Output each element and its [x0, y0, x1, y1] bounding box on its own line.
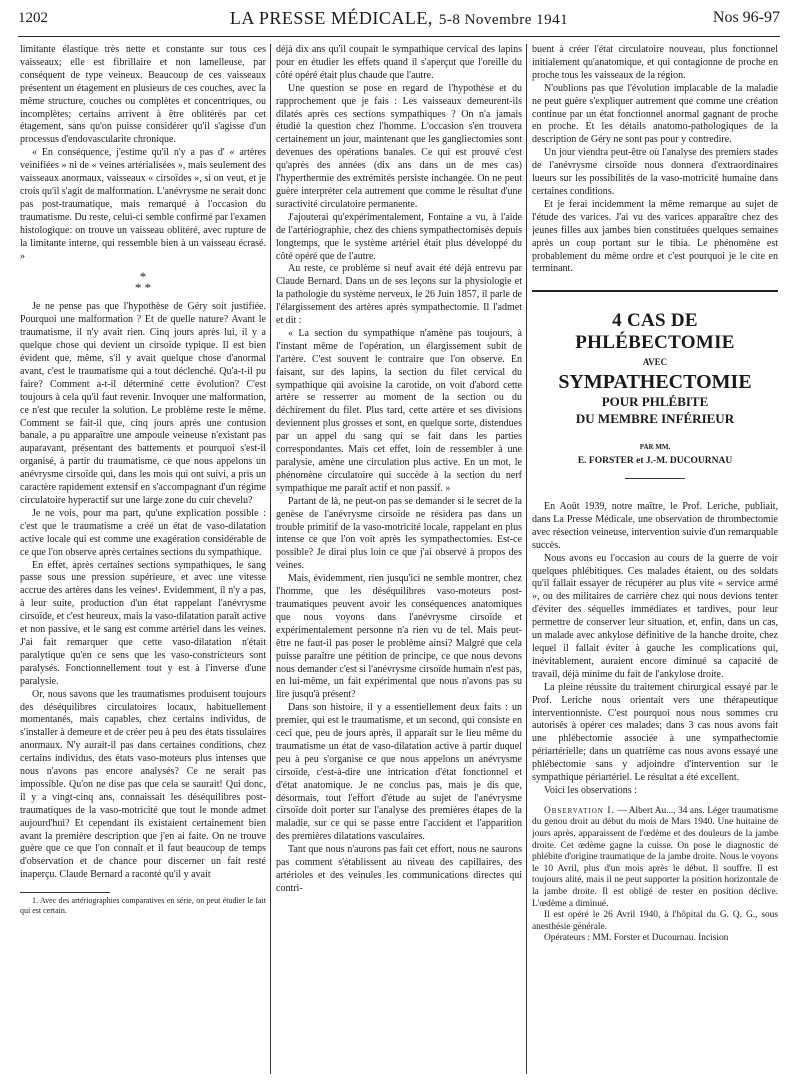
- observation-paragraph: Il est opéré le 26 Avril 1940, à l'hôpital du G. Q. G., sous anesthésie générale.: [532, 910, 778, 932]
- footnote-rule: [20, 892, 110, 893]
- article-subtitle: POUR PHLÉBITE: [601, 394, 709, 410]
- quote-paragraph: « En conséquence, j'estime qu'il n'y a pas d' « artères veinifiées » ni de « veines artérialisées », mais seulement des vaisseaux anormaux, vaisseaux « cirsoïdes », si on veut, et je crois qu'il s'agit de malformation. L'anévrysme ne serait donc pas post-traumatique, mais remarqué à l'occasion du traumatisme. Du reste, celui-ci semble confirmé par l'examen histologique: on trouve un vaisseau oblitéré, avec rupture de la limitante interne, qui ressemble bien à un vaisseau écrasé. »: [20, 147, 266, 262]
- paragraph: buent à créer l'état circulatoire nouveau, plus fonctionnel initialement qu'anatomique, et qui contagionne de proche en proche tous les vaisseaux de la région.: [532, 44, 778, 81]
- issue-number: Nos 96-97: [712, 9, 780, 26]
- observation-text: — Albert Au..., 34 ans. Léger traumatisme du genou droit au début du mois de Mars 1940. Une huitaine de jours après, apparaissent de l'œdème et des douleurs de la jambe droite. Cet œdème gagne la cuisse. On pose le diagnostic de phlébite d'origine traumatique de la jambe droite. Nous le voyons le 10 Avril, plus d'un mois après le début. Il souffre. Il est toujours alité, mais il ne peut supporter la position horizontale de la jambe droite. Il est obligé de rester en position déclive. L'œdème a diminué.: [532, 805, 778, 909]
- byline-rule: [625, 478, 685, 479]
- paragraph: Mais, évidemment, rien jusqu'ici ne semble montrer, chez l'homme, que les déséquilibres vaso-moteurs post-traumatiques peuvent avoir les conséquences anatomiques que nous voyons dans l'anévrysme cirsoïde et expérimentalement personne n'a rien vu de tel. Mais peut-être ne faut-il pas poser le problème ainsi? Malgré que cela puisse paraître une pétition de principe, ce que nous devons nous demander c'est si l'anévrysme cirsoïde humain n'est pas, en lui-même, un fait expérimental que nous n'avons pas su lire jusqu'à présent?: [276, 573, 522, 701]
- journal-title: [18, 8, 780, 29]
- paragraph: Un jour viendra peut-être où l'analyse des premiers stades de l'anévrysme cirsoïde nous donnera d'extraordinaires lueurs sur les possibilités de la vaso-motricité humaine dans certaines conditions.: [532, 147, 778, 197]
- article-separator: [532, 290, 778, 292]
- paragraph: limitante élastique très nette et constante sur tous ces vaisseaux; elle est fibrillaire et non lamelleuse, par conséquent de type veineux. Beaucoup de ces vaisseaux présentent un étagement en plusieurs de ces couches, avec la même structure, couches ou complètes et concentriques, ou incomplètes; certains arrivent à être oblitérés par cet étagement, sans qu'on puisse considérer qu'il s'agisse d'un processus d'endovascularite chronique.: [20, 44, 266, 146]
- column-1: [20, 44, 266, 1074]
- paragraph: Et je ferai incidemment la même remarque au sujet de l'étude des varices. J'ai vu des varices apparaître chez des jeunes filles aux jambes bien constituées quelques semaines après un coup portant sur le tibia. Le phénomène est probablement du même ordre et c'est pourquoi je le cite en terminant.: [532, 198, 778, 275]
- paragraph: Voici les observations :: [544, 784, 637, 796]
- page-header: [18, 8, 780, 37]
- byline-prefix: PAR MM.: [639, 443, 671, 452]
- page-number: 1202: [18, 10, 48, 26]
- article-title-connector: AVEC: [642, 357, 668, 368]
- article-title-line-2: SYMPATHECTOMIE: [558, 371, 752, 394]
- paragraph: Je ne pense pas que l'hypothèse de Géry soit justifiée. Pourquoi une malformation ? Et de quelle nature? Avant le traumatisme, il n'y avait rien. Cinq jours après lui, il y a quelque chose qui devient un cirsoïde typique. Il est bien évident que, même, s'il y avait quelque chose d'anormal avant, c'est le traumatisme qui a tout déclenché. Qu'a-t-il pu faire? Comment a-t-il déterminé cette évolution? C'est toujours à cela qu'il faut revenir. Invoquer une malformation, ce n'est que reculer la solution. Le problème reste le même. Comment se fait-il que, cinq jours après une contusion banale, a pu apparaître une ampoule veineuse n'existant pas auparavant, présentant des battements et pourquoi s'est-il organisé, à partir du traumatisme, ce que nous appelons un anévrysme cirsoïde qui, dans les mois qui ont suivi, a pris un caractère rapidement extensif en s'accompagnant d'un régime circulatoire hyperactif sur une large zone du cuir chevelu?: [20, 301, 266, 506]
- paragraph: Je ne vois, pour ma part, qu'une explication possible : c'est que le traumatisme a créé un état de vaso-dilatation active locale qui est comme une exagération considérable de ce que l'on observe après certaines sections du sympathique.: [20, 507, 266, 558]
- paragraph: N'oublions pas que l'évolution implacable de la maladie ne peut guère s'expliquer autrement que comme une création continue par un état fonctionnel anormal gagnant de proche en proche. Et les détails anatomo-pathologiques de la description de Géry ne sont pas pour y contredire.: [532, 82, 778, 146]
- journal-name: LA PRESSE MÉDICALE,: [229, 8, 433, 28]
- paragraph: Dans son histoire, il y a essentiellement deux faits : un premier, qui est le traumatisme, et un second, qui consiste en ceci que, peu de jours après, il apparaît sur le lieu même du traumatisme un état de vaso-dilatation active à partir duquel peu à peu s'organise ce que nous appelons un anévrysme cirsoïde, c'est-à-dire une intrication d'état fonctionnel et d'état anatomique. Je ne conclus pas, mais je dis que, désormais, tout l'effort d'étude au sujet de l'anévrysme cirsoïde doit porter sur l'analyse des premières étapes de la maladie, sur ce qui se passe entre l'accident et l'apparition des premières dilatations vasculaires.: [276, 702, 522, 843]
- column-3: [532, 44, 778, 1074]
- paragraph: La pleine réussite du traitement chirurgical essayé par le Prof. Leriche nous orientait vers une thérapeutique interventionniste. C'est pourquoi nous nous sommes cru autorisés à opérer ces malades; dans 3 cas nous avons fait une phlébectomie associée à une sympathectomie périartérielle; dans un quatrième cas nous avons essayé une phlébectomie sans y adjoindre d'intervention sur le sympathique périartériel. Le résultat a été excellent.: [532, 681, 778, 784]
- quote-paragraph: « La section du sympathique n'amène pas toujours, à l'instant même de l'opération, un élargissement subit de l'artère. C'est souvent le contraire que l'on observe. En faisant, sur des lapins, la section du filet cervical du sympathique qui avoisine la carotide, on voit d'abord cette artère se resserrer au moment de la section ou du déchirement du filet. Plus tard, cette artère et ses divisions deviennent plus grosses et sont, en quelque sorte, distendues par un appel du sang qui se fait dans les parties correspondantes. Mais cet effet, loin de ressembler à une paralysie, amène une circulation plus active. En un mot, le phénomène circulatoire qui succède à la section du nerf sympathique me paraît actif et non passif. »: [276, 327, 522, 494]
- observation-label: Observation I.: [544, 805, 615, 816]
- paragraph: En effet, après certaines sections sympathiques, le sang passe sous une pression supérieure, et avec une vitesse accrue des artères dans les veines¹. Evidemment, il n'y a pas, à leur suite, production d'un état rappelant l'anévrysme cirsoïde, et c'est heureux, mais la vaso-dilatation paraît active et non passive, et le sang est comme artériel dans les veines. J'ai fait remarquer que cette vaso-dilatation n'était paralytique qu'en ce sens que les vaso-constricteurs sont paralysés. Fonctionnellement tout y est à l'inverse d'une paralysie.: [20, 559, 266, 687]
- column-divider: [526, 44, 527, 1074]
- paragraph: Une question se pose en regard de l'hypothèse et du rapprochement que je fais : Les vaisseaux demeurent-ils dilatés après ces sections sympathiques ? On n'a jamais étudié la question chez l'homme. L'occasion s'en trouvera certainement un jour, maintenant que les gangliectomies sont devenues des opérations banales. Ce qui est prouvé c'est qu'après des années (dix ans dans un de mes cas) l'hyperthermie des extrémités persiste inchangée. On ne peut guère interpréter cela autrement que comme le résultat d'une suractivité circulatoire permanente.: [276, 82, 522, 210]
- paragraph: Tant que nous n'aurons pas fait cet effort, nous ne saurons pas comment s'établissent au niveau des capillaires, des artérioles et des veinules les communications directes qui contri-: [276, 844, 522, 894]
- article-authors: E. FORSTER et J.-M. DUCOURNAU: [577, 456, 733, 467]
- article-subtitle-2: DU MEMBRE INFÉRIEUR: [575, 411, 735, 427]
- paragraph: J'ajouterai qu'expérimentalement, Fontaine a vu, à l'aide de l'artériographie, chez des chiens sympathectomisés depuis longtemps, que le système artériel était plus développé du côté opéré que de l'autre.: [276, 211, 522, 262]
- issue-date: 5-8 Novembre 1941: [438, 12, 569, 28]
- paragraph: déjà dix ans qu'il coupait le sympathique cervical des lapins pour en étudier les effets quand il s'aperçut que l'oreille du côté opéré était plus chaude que l'autre.: [276, 44, 522, 81]
- paragraph: Partant de là, ne peut-on pas se demander si le secret de la genèse de l'anévrysme cirsoïde ne résidera pas dans un trouble primitif de la vaso-motricité locale, rappelant en plus intense ce que l'on voit après les sympathectomies. Est-ce possible? Je dirai plus loin ce que j'ai observé à propos des veines.: [276, 495, 522, 572]
- paragraph: En Août 1939, notre maître, le Prof. Leriche, publiait, dans La Presse Médicale, une observation de thrombectomie avec résection veineuse, intervention suivie d'un remarquable succès.: [532, 501, 778, 551]
- paragraph: Nous avons eu l'occasion au cours de la guerre de voir quelques phlébitiques. Ces malades étaient, ou des soldats qu'il fallait essayer de récupérer au plus vite « service armé », ou des militaires de carrière chez qui nous devions tenter d'éviter des séquelles immédiates et tardives, pour leur permettre de conserver leur situation, et, enfin, dans un cas, un malade avec ankylose définitive de la hanche droite, chez lequel il fallait éviter à gauche les complications qui, inévitablement, auraient encore diminué sa capacité de travail, déjà minime du fait de l'ankylose droite.: [532, 552, 778, 680]
- section-asterism: * * *: [134, 269, 152, 296]
- observation-paragraph: [532, 806, 778, 910]
- paragraph: Or, nous savons que les traumatismes produisent toujours des déséquilibres circulatoires locaux, habituellement momentanés, mais capables, chez certains individus, de s'installer à demeure et de créer peu à peu des états tissulaires anormaux. N'y aurait-il pas dans certaines conditions, chez certains individus, des états vaso-moteurs plus intenses que nous n'avons pas encore analysés? Ce ne serait pas impossible. Qu'on ne dise pas que cela se saurait! Qui donc, il y a vingt-cinq ans, connaissait les déséquilibres post-traumatiques de la vaso-motricité que tout le monde admet aujourd'hui? Et cependant ils existaient certainement bien avant la première description que j'en ai faite. On ne trouve guère que ce que l'on connaît et il faut beaucoup de temps d'observation et de chance pour discerner un fait resté inaperçu. Claude Bernard a raconté qu'il y avait: [20, 688, 266, 881]
- footnote: 1. Avec des artériographies comparatives en série, on peut étudier le fait qui est certain.: [20, 896, 266, 915]
- column-divider: [270, 44, 271, 1074]
- paragraph: Au reste, ce problème si neuf avait été déjà entrevu par Claude Bernard. Dans un de ses leçons sur la physiologie et la pathologie du système nerveux, le 26 Juin 1857, il parle de l'élargissement des artères après sympathectomie. Il l'admet et dit :: [276, 263, 522, 327]
- article-title: 4 CAS DE PHLÉBECTOMIE: [575, 310, 735, 354]
- observation-paragraph: Opérateurs : MM. Forster et Ducournau. Incision: [544, 933, 729, 944]
- column-2: [276, 44, 522, 1074]
